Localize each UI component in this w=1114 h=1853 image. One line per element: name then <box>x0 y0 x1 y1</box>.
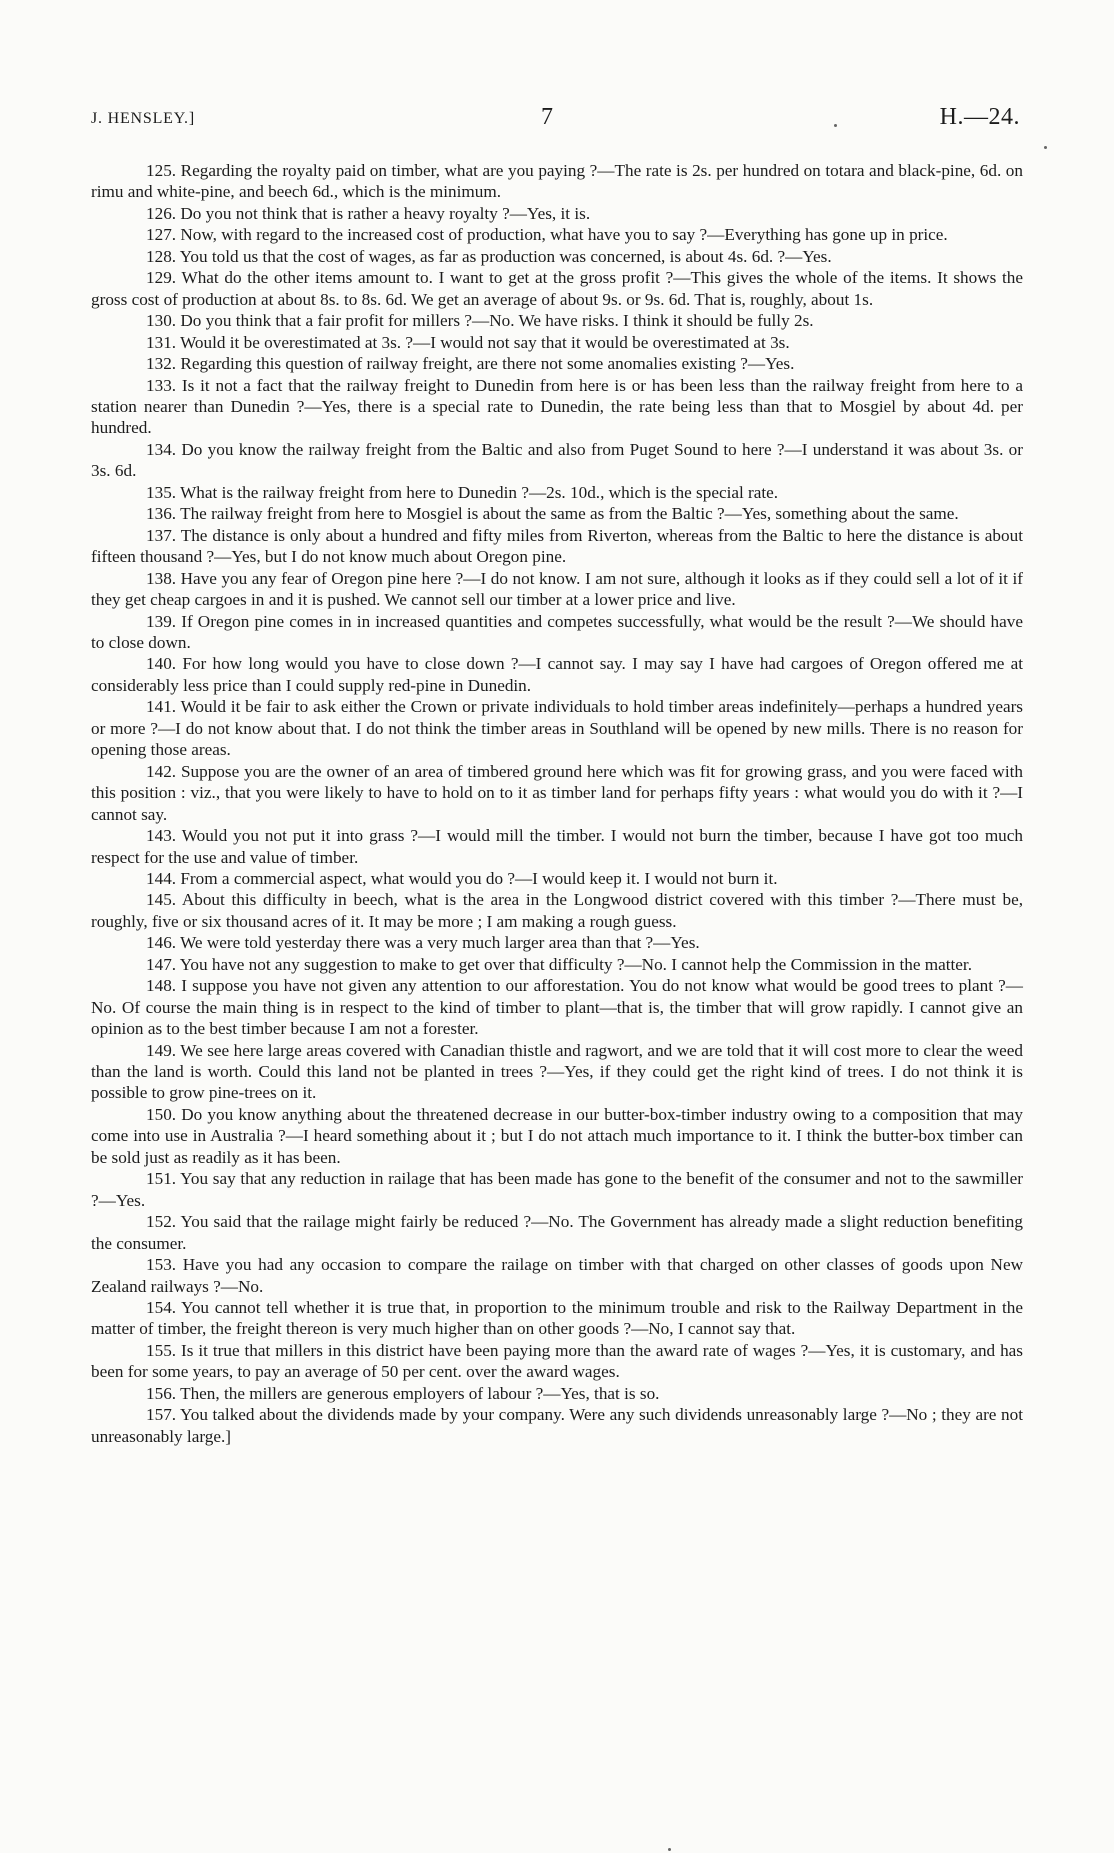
scan-speck <box>668 1848 671 1851</box>
page-header <box>91 104 1020 138</box>
question-136: 136. The railway freight from here to Mosgiel is about the same as from the Baltic ?—Yes, something about the same. <box>146 504 959 524</box>
question-150: 150. Do you know anything about the threatened decrease in our butter-box-timber industry owing to a composition that may come into use in Australia ?—I heard something about it ; but I do not attach much importance to it. I think the butter-box timber can be sold just as readily as it has been. <box>91 1104 1023 1167</box>
question-148: 148. I suppose you have not given any attention to our afforestation. You do not know what would be good trees to plant ?—No. Of course the main thing is in respect to the kind of timber to plant—that is, the timber that will grow rapidly. I cannot give an opinion as to the best timber because I am not a forester. <box>91 976 1023 1039</box>
question-140: 140. For how long would you have to close down ?—I cannot say. I may say I have had cargoes of Oregon offered me at considerably less price than I could supply red-pine in Dunedin. <box>91 654 1023 695</box>
question-146: 146. We were told yesterday there was a very much larger area than that ?—Yes. <box>146 933 700 953</box>
question-131: 131. Would it be overestimated at 3s. ?—I would not say that it would be overestimated at 3s. <box>146 332 790 352</box>
question-155: 155. Is it true that millers in this district have been paying more than the award rate of wages ?—Yes, it is customary, and has been for some years, to pay an average of 50 per cent. over the award wages. <box>91 1340 1023 1382</box>
question-154: 154. You cannot tell whether it is true that, in proportion to the minimum trouble and risk to the Railway Department in the matter of timber, the freight thereon is very much higher than on other goods ?—No, I cannot say that. <box>91 1298 1023 1339</box>
header-witness-name: J. HENSLEY.] <box>91 110 195 127</box>
question-138: 138. Have you any fear of Oregon pine here ?—I do not know. I am not sure, although it looks as if they could sell a lot of it if they get cheap cargoes in and it is pushed. We cannot sell our timber at a lower price and live. <box>91 568 1023 610</box>
document-reference: H.—24. <box>939 104 1020 130</box>
question-137: 137. The distance is only about a hundred and fifty miles from Riverton, whereas from the Baltic to here the distance is about fifteen thousand ?—Yes, but I do not know much about Oregon pine. <box>91 525 1023 567</box>
question-151: 151. You say that any reduction in railage that has been made has gone to the benefit of the consumer and not to the sawmiller ?—Yes. <box>91 1169 1023 1210</box>
question-132: 132. Regarding this question of railway freight, are there not some anomalies existing ?—Yes. <box>146 354 795 374</box>
question-133: 133. Is it not a fact that the railway freight to Dunedin from here is or has been less than the railway freight from here to a station nearer than Dunedin ?—Yes, there is a special rate to Dunedin, the rate being less than that to Mosgiel by about 4d. per hundred. <box>91 375 1023 438</box>
question-143: 143. Would you not put it into grass ?—I would mill the timber. I would not burn the timber, because I have got too much respect for the use and value of timber. <box>91 826 1023 867</box>
scan-speck <box>834 124 837 127</box>
question-130: 130. Do you think that a fair profit for millers ?—No. We have risks. I think it should be fully 2s. <box>146 311 814 331</box>
question-135: 135. What is the railway freight from here to Dunedin ?—2s. 10d., which is the special rate. <box>146 482 779 502</box>
scan-speck <box>1044 146 1047 149</box>
question-147: 147. You have not any suggestion to make to get over that difficulty ?—No. I cannot help the Commission in the matter. <box>146 954 972 974</box>
testimony-body <box>91 160 1023 1447</box>
question-153: 153. Have you had any occasion to compare the railage on timber with that charged on other classes of goods upon New Zealand railways ?—No. <box>91 1255 1023 1296</box>
question-126: 126. Do you not think that is rather a heavy royalty ?—Yes, it is. <box>146 203 591 223</box>
question-125: 125. Regarding the royalty paid on timber, what are you paying ?—The rate is 2s. per hundred on totara and black-pine, 6d. on rimu and white-pine, and beech 6d., which is the minimum. <box>91 161 1023 202</box>
question-127: 127. Now, with regard to the increased cost of production, what have you to say ?—Everything has gone up in price. <box>146 225 948 245</box>
question-128: 128. You told us that the cost of wages, as far as production was concerned, is about 4s. 6d. ?—Yes. <box>146 246 832 266</box>
question-139: 139. If Oregon pine comes in in increased quantities and competes successfully, what would be the result ?—We should have to close down. <box>91 611 1023 652</box>
question-157: 157. You talked about the dividends made by your company. Were any such dividends unreasonably large ?—No ; they are not unreasonably large.] <box>91 1405 1023 1446</box>
question-152: 152. You said that the railage might fairly be reduced ?—No. The Government has already made a slight reduction benefiting the consumer. <box>91 1212 1023 1253</box>
question-134: 134. Do you know the railway freight from the Baltic and also from Puget Sound to here ?—I understand it was about 3s. or 3s. 6d. <box>91 439 1023 481</box>
question-145: 145. About this difficulty in beech, what is the area in the Longwood district covered with this timber ?—There must be, roughly, five or six thousand acres of it. It may be more ; I am making a rough guess. <box>91 890 1023 931</box>
question-129: 129. What do the other items amount to. I want to get at the gross profit ?—This gives the whole of the items. It shows the gross cost of production at about 8s. to 8s. 6d. We get an average of about 9s. or 9s. 6d. That is, roughly, about 1s. <box>91 268 1023 309</box>
question-156: 156. Then, the millers are generous employers of labour ?—Yes, that is so. <box>146 1383 660 1403</box>
question-149: 149. We see here large areas covered with Canadian thistle and ragwort, and we are told that it will cost more to clear the weed than the land is worth. Could this land not be planted in trees ?—Yes, if they could get the right kind of trees. I do not think it is possible to grow pine-trees on it. <box>91 1040 1023 1103</box>
question-142: 142. Suppose you are the owner of an area of timbered ground here which was fit for growing grass, and you were faced with this position : viz., that you were likely to have to hold on to it as timber land for perhaps fifty years : what would you do with it ?—I cannot say. <box>91 761 1023 824</box>
question-144: 144. From a commercial aspect, what would you do ?—I would keep it. I would not burn it. <box>146 868 778 888</box>
question-141: 141. Would it be fair to ask either the Crown or private individuals to hold timber areas indefinitely—perhaps a hundred years or more ?—I do not know about that. I do not think the timber areas in Southland will be opened by new mills. There is no reason for opening those areas. <box>91 697 1023 760</box>
page-number: 7 <box>541 104 553 130</box>
